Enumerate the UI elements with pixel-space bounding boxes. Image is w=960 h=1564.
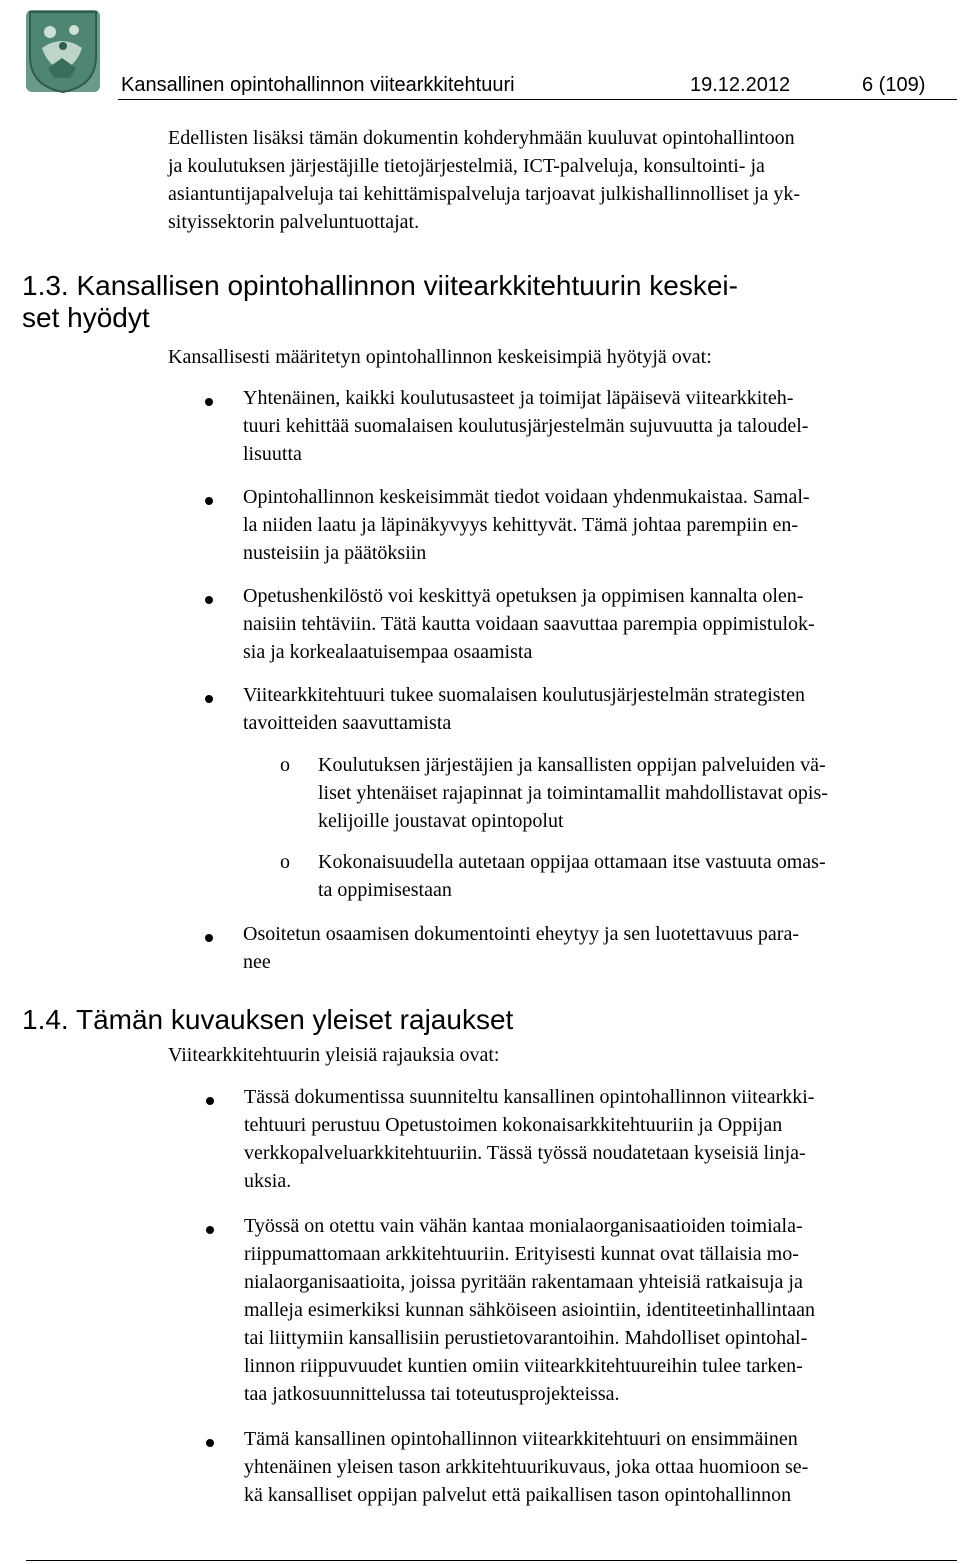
text-line: ja koulutuksen järjestäjille tietojärjestelmiä, ICT-palveluja, konsultointi- ja [168, 155, 765, 177]
text-line: yhtenäinen yleisen tason arkkitehtuurikuvaus, joka ottaa huomioon se- [244, 1456, 809, 1478]
bullet-icon [205, 497, 213, 505]
intro-paragraph [168, 124, 800, 236]
text-line: Koulutuksen järjestäjien ja kansallisten oppijan palveluiden vä- [318, 754, 826, 776]
text-line: asiantuntijapalveluja tai kehittämispalveluja tarjoavat julkishallinnolliset ja yk- [168, 183, 801, 205]
text-line: Opintohallinnon keskeisimmät tiedot voidaan yhdenmukaistaa. Samal- [243, 486, 810, 508]
text-line: liset yhtenäiset rajapinnat ja toimintamallit mahdollistavat opis- [318, 782, 828, 804]
text-line: nialaorganisaatioita, joissa pyritään rakentamaan yhteisiä ratkaisuja ja [244, 1271, 803, 1293]
text-line: kelijoille joustavat opintopolut [318, 810, 564, 832]
sub-bullet-item [318, 751, 828, 835]
bullet-item [243, 483, 810, 567]
heading-line: set hyödyt [22, 302, 150, 333]
bullet-icon [205, 695, 213, 703]
bullet-item [244, 1425, 808, 1509]
header-divider [118, 99, 957, 100]
text-line: tai liittymiin kansallisiin perustietovarantoihin. Mahdolliset opintohal- [244, 1327, 808, 1349]
bullet-item [243, 920, 799, 976]
text-line: Viitearkkitehtuuri tukee suomalaisen koulutusjärjestelmän strategisten [243, 684, 805, 706]
text-line: ta oppimisestaan [318, 879, 452, 901]
text-line: verkkopalveluarkkitehtuuriin. Tässä työssä noudatetaan kyseisiä linja- [244, 1142, 806, 1164]
text-line: kä kansalliset oppijan palvelut että paikallisen tason opintohallinnon [244, 1484, 792, 1506]
section-lead [168, 343, 712, 371]
text-line: uksia. [244, 1170, 292, 1192]
page-number: 6 (109) [862, 74, 926, 96]
text-line: nee [243, 951, 271, 973]
sub-bullet-item [318, 848, 826, 904]
text-line: Tässä dokumentissa suunniteltu kansallinen opintohallinnon viitearkki- [244, 1086, 815, 1108]
document-date: 19.12.2012 [690, 74, 791, 96]
bullet-item [244, 1083, 814, 1195]
heading-line: 1.3. Kansallisen opintohallinnon viitearkkitehtuurin keskei- [22, 270, 738, 301]
bullet-icon [206, 1226, 214, 1234]
text-line: linnon riippuvuudet kuntien omiin viitearkkitehtuureihin tulee tarken- [244, 1355, 803, 1377]
bullet-item [243, 681, 805, 737]
text-line: Työssä on otettu vain vähän kantaa monialaorganisaatioiden toimiala- [244, 1215, 803, 1237]
text-line: Tämä kansallinen opintohallinnon viitearkkitehtuuri on ensimmäinen [244, 1428, 798, 1450]
bullet-item [243, 582, 815, 666]
text-line: riippumattomaan arkkitehtuuriin. Erityisesti kunnat ovat tällaisia mo- [244, 1243, 799, 1265]
text-line: Edellisten lisäksi tämän dokumentin kohderyhmään kuuluvat opintohallintoon [168, 127, 795, 149]
bullet-icon [205, 596, 213, 604]
text-line: la niiden laatu ja läpinäkyvyys kehittyvät. Tämä johtaa parempiin en- [243, 514, 799, 536]
bullet-item [244, 1212, 815, 1408]
section-lead [168, 1041, 499, 1069]
text-line: Kokonaisuudella autetaan oppijaa ottamaan itse vastuuta omas- [318, 851, 826, 873]
text-line: malleja esimerkiksi kunnan sähköiseen asiointiin, identiteetinhallintaan [244, 1299, 815, 1321]
heading-line: 1.4. Tämän kuvauksen yleiset rajaukset [22, 1004, 514, 1035]
coat-of-arms-logo [20, 8, 106, 94]
bullet-icon [206, 1097, 214, 1105]
text-line: Kansallisesti määritetyn opintohallinnon keskeisimpiä hyötyjä ovat: [168, 346, 712, 368]
text-line: tuuri kehittää suomalaisen koulutusjärjestelmän sujuvuutta ja taloudel- [243, 415, 809, 437]
bullet-item [243, 384, 808, 468]
text-line: lisuutta [243, 443, 302, 465]
bullet-icon [205, 398, 213, 406]
text-line: Viitearkkitehtuurin yleisiä rajauksia ovat: [168, 1044, 500, 1066]
sub-bullet-marker: o [280, 754, 290, 776]
bullet-icon [205, 934, 213, 942]
text-line: naisiin tehtäviin. Tätä kautta voidaan saavuttaa parempia oppimistulok- [243, 613, 815, 635]
bullet-icon [206, 1439, 214, 1447]
section-heading-1-3 [22, 270, 738, 334]
text-line: taa jatkosuunnittelussa tai toteutusprojekteissa. [244, 1383, 620, 1405]
text-line: tavoitteiden saavuttamista [243, 712, 452, 734]
text-line: sityissektorin palveluntuottajat. [168, 211, 420, 233]
text-line: Opetushenkilöstö voi keskittyä opetuksen ja oppimisen kannalta olen- [243, 585, 804, 607]
text-line: nusteisiin ja päätöksiin [243, 542, 427, 564]
text-line: Yhtenäinen, kaikki koulutusasteet ja toimijat läpäisevä viitearkkiteh- [243, 387, 794, 409]
section-heading-1-4 [22, 1004, 513, 1036]
sub-bullet-marker: o [280, 851, 290, 873]
document-title: Kansallinen opintohallinnon viitearkkitehtuuri [121, 74, 515, 96]
text-line: Osoitetun osaamisen dokumentointi eheytyy ja sen luotettavuus para- [243, 923, 799, 945]
text-line: sia ja korkealaatuisempaa osaamista [243, 641, 533, 663]
footer-divider [26, 1560, 957, 1561]
text-line: tehtuuri perustuu Opetustoimen kokonaisarkkitehtuuriin ja Oppijan [244, 1114, 783, 1136]
